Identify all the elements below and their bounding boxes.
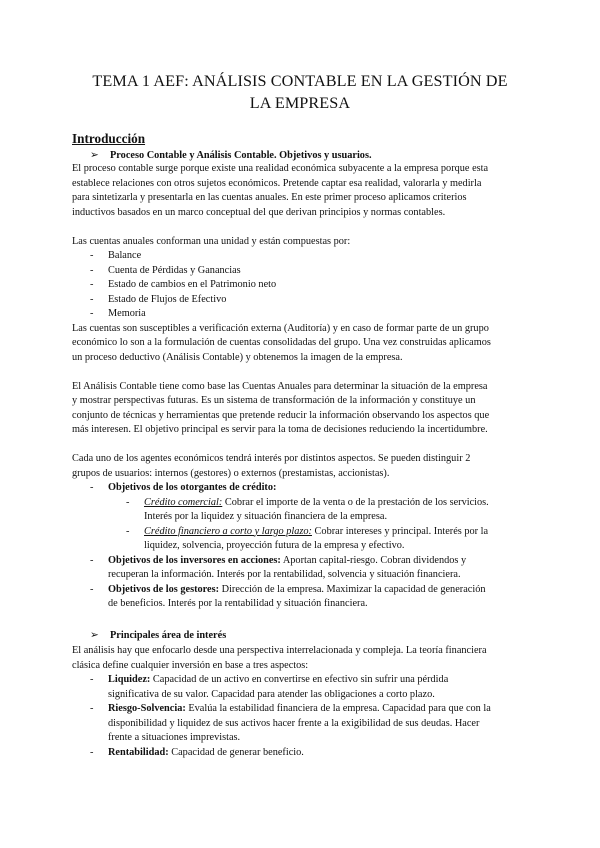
creditors-label: Objetivos de los otorgantes de crédito: — [108, 482, 277, 493]
paragraph-line: clásica define cualquier inversión en base a tres aspectos: — [72, 659, 309, 671]
riesgo-item — [108, 703, 491, 714]
liquidez-label: Liquidez: — [108, 674, 151, 685]
title-line-1: TEMA 1 AEF: ANÁLISIS CONTABLE EN LA GESTIÓN DE — [92, 72, 508, 90]
rentabilidad-text: Capacidad de generar beneficio. — [168, 746, 304, 758]
liquidez-text-cont: significativa de su valor. Capacidad para atender las obligaciones a corto plazo. — [108, 688, 435, 700]
paragraph-line: económico lo son a la formulación de cuentas consolidadas del grupo. Una vez construidas aplicamos — [72, 337, 491, 348]
commercial-credit-item — [144, 497, 489, 508]
list-item: Cuenta de Pérdidas y Ganancias — [108, 264, 241, 276]
section-heading-process — [90, 149, 372, 161]
financial-credit-text-cont: liquidez, solvencia, proyección futura de la empresa y efectivo. — [144, 540, 405, 551]
riesgo-text-cont: disponibilidad y liquidez de sus activos hacer frente a la exigibilidad de sus deudas. Hacer — [108, 717, 480, 729]
commercial-credit-text: Cobrar el importe de la venta o de la prestación de los servicios. — [222, 496, 489, 508]
investors-text-cont: recuperan la información. Interés por la rentabilidad, solvencia y situación financiera. — [108, 569, 461, 580]
list-dash: - — [90, 554, 94, 566]
paragraph-line: Las cuentas anuales conforman una unidad y están compuestas por: — [72, 235, 351, 247]
list-dash: - — [90, 293, 94, 305]
list-dash: - — [90, 308, 94, 319]
investors-text: Aportan capital-riesgo. Cobran dividendos y — [280, 554, 467, 566]
paragraph-line: para sintetizarla y presentarla en las cuentas anuales. En este primer proceso aplicamos criterios — [72, 192, 467, 203]
section-heading-interest-areas — [90, 629, 226, 641]
managers-item — [108, 584, 486, 595]
arrow-bullet-icon: ➢ — [90, 630, 99, 641]
paragraph-line: conjunto de técnicas y herramientas que pretende reducir la información observando los aspectos que — [72, 409, 490, 421]
paragraph-line: establece relaciones con otros sujetos económicos. Pretende captar esa realidad, valorarla y medirla — [72, 177, 482, 189]
investors-item — [108, 555, 466, 566]
commercial-credit-label: Crédito comercial: — [144, 496, 223, 508]
rentabilidad-item — [108, 747, 304, 758]
list-dash: - — [90, 674, 94, 685]
document-title — [60, 70, 540, 114]
riesgo-text-cont: frente a situaciones imprevistas. — [108, 732, 241, 743]
paragraph-line: inductivos basados en un marco conceptual del que derivan principios y normas contables. — [72, 206, 446, 218]
intro-heading: Introducción — [72, 131, 146, 146]
list-dash: - — [90, 250, 94, 261]
paragraph-line: y mostrar perspectivas futuras. Es un sistema de transformación de la información y constituye un — [72, 395, 476, 406]
list-dash: - — [126, 496, 130, 508]
liquidez-item — [108, 674, 448, 685]
liquidez-text: Capacidad de un activo en convertirse en efectivo sin sufrir una pérdida — [150, 674, 449, 685]
paragraph-line: El proceso contable surge porque existe una realidad económica subyacente a la empresa porque esta — [72, 163, 489, 174]
paragraph-line: un proceso deductivo (Análisis Contable) y obtenemos la imagen de la empresa. — [72, 351, 403, 363]
paragraph-line: Cada uno de los agentes económicos tendrá interés por distintos aspectos. Se pueden distinguir 2 — [72, 453, 471, 464]
managers-text-cont: de beneficios. Interés por la rentabilidad y situación financiera. — [108, 598, 368, 609]
list-item: Memoria — [108, 308, 146, 319]
financial-credit-item — [144, 526, 488, 537]
list-item: Estado de cambios en el Patrimonio neto — [108, 279, 277, 290]
list-item: Balance — [108, 250, 142, 261]
managers-label: Objetivos de los gestores: — [108, 583, 220, 595]
list-dash: - — [126, 525, 130, 537]
rentabilidad-label: Rentabilidad: — [108, 746, 169, 758]
paragraph-line: Las cuentas son susceptibles a verificación externa (Auditoría) y en caso de formar parte de un grupo — [72, 322, 489, 334]
list-dash: - — [90, 264, 94, 276]
financial-credit-label: Crédito financiero a corto y largo plazo: — [144, 525, 312, 537]
paragraph-line: más interesen. El objetivo principal es servir para la toma de decisiones reduciendo la incertidumbre. — [72, 424, 488, 435]
financial-credit-text: Cobrar intereses y principal. Interés por la — [311, 525, 489, 537]
paragraph-line: grupos de usuarios: internos (gestores) o externos (prestamistas, accionistas). — [72, 467, 390, 479]
commercial-credit-text-cont: Interés por la liquidez y situación financiera de la empresa. — [144, 511, 388, 522]
list-dash: - — [90, 703, 94, 714]
list-dash: - — [90, 583, 94, 595]
riesgo-label: Riesgo-Solvencia: — [108, 703, 186, 714]
list-dash: - — [90, 746, 94, 758]
list-dash: - — [90, 482, 94, 493]
investors-label: Objetivos de los inversores en acciones: — [108, 554, 281, 566]
paragraph-line: El Análisis Contable tiene como base las Cuentas Anuales para determinar la situación de la empresa — [72, 380, 488, 392]
title-line-2: LA EMPRESA — [249, 94, 351, 112]
managers-text: Dirección de la empresa. Maximizar la capacidad de generación — [219, 583, 486, 595]
riesgo-text: Evalúa la estabilidad financiera de la empresa. Capacidad para que con la — [185, 703, 491, 714]
list-item: Estado de Flujos de Efectivo — [108, 293, 227, 305]
paragraph-line: El análisis hay que enfocarlo desde una perspectiva interrelacionada y compleja. La teoría financiera — [72, 645, 487, 656]
list-dash: - — [90, 279, 94, 290]
section-heading-text: Principales área de interés — [110, 630, 227, 641]
section-heading-text: Proceso Contable y Análisis Contable. Objetivos y usuarios. — [110, 150, 372, 161]
arrow-bullet-icon: ➢ — [90, 150, 99, 161]
